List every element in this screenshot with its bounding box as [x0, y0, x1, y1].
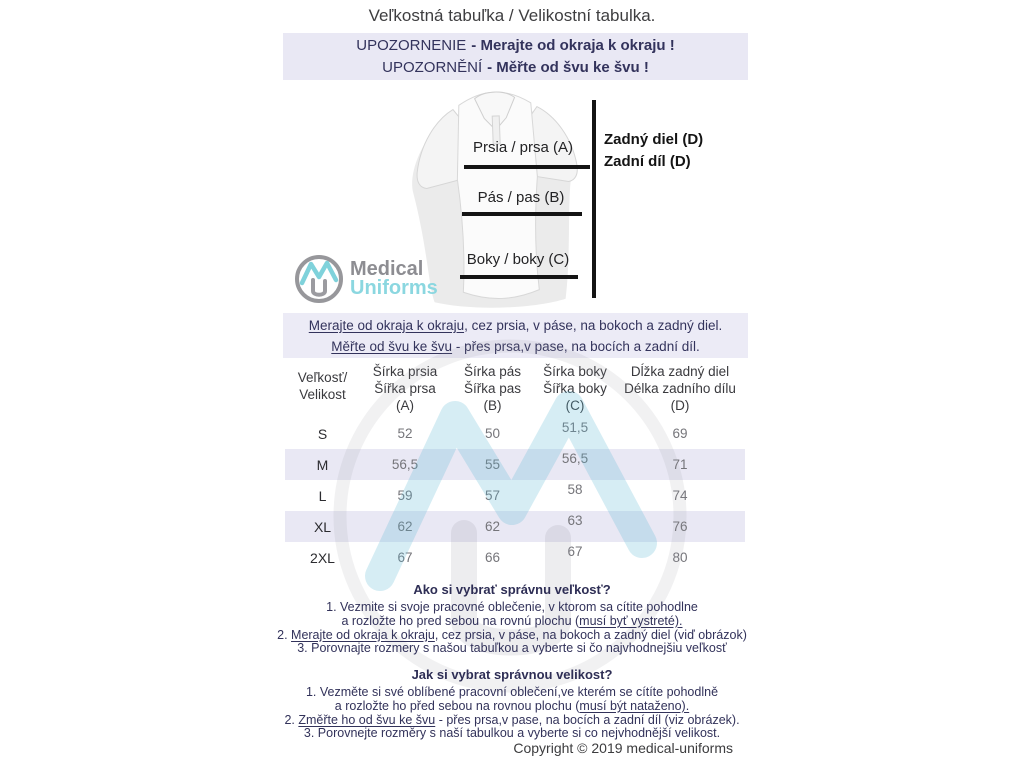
guide-sk: [0, 582, 1024, 656]
label-back-sk: Zadný diel (D): [604, 131, 704, 148]
page-title: Veľkostná tabuľka / Velikostní tabulka.: [368, 6, 656, 25]
guide-sk-line2: a rozložte ho pred sebou na rovnú plochu (musí byť vystreté).: [341, 613, 683, 628]
label-hips: Boky / boky (C): [466, 251, 570, 268]
guide-cz-line4: 3. Porovnejte rozměry s naší tabulkou a vyberte si co nejvhodnější velikost.: [303, 726, 721, 741]
measure-line-back: [592, 100, 596, 298]
warning-line-cz: UPOZORNĚNÍ - Měřte od švu ke švu !: [382, 59, 649, 76]
copyright: Copyright © 2019 medical-uniforms: [513, 740, 733, 756]
guide-cz-line1: 1. Vezměte si své oblíbené pracovní oblečení,ve kterém se cítíte pohodlně: [305, 685, 719, 699]
header-cell-back-length: Dĺžka zadný diel Délka zadního dílu (D): [624, 364, 736, 413]
header-cell-hips: Šírka boky Šířka boky (C): [543, 364, 607, 413]
label-waist: Pás / pas (B): [477, 189, 565, 206]
measure-line-hips: [460, 275, 578, 279]
measure-note: [283, 313, 748, 358]
size-table: [285, 358, 745, 573]
header-cell-waist: Šírka pás Šířka pas (B): [463, 364, 522, 413]
table-row-xl: XL 62 62 63 76: [285, 511, 745, 542]
table-row-s: S 52 50 51,5 69: [317, 420, 688, 442]
brand-logo: [293, 253, 438, 305]
guide-sk-heading: Ako si vybrať správnu veľkosť?: [413, 582, 611, 597]
note-line-sk: Merajte od okraja k okraju, cez prsia, v páse, na bokoch a zadný diel.: [308, 318, 723, 333]
measure-line-waist: [462, 212, 582, 216]
warning-banner: [283, 33, 748, 80]
header-cell-chest: Šírka prsia Šířka prsa (A): [372, 364, 438, 413]
guide-cz-line3: 2. Změřte ho od švu ke švu - přes prsa,v pase, na bocích a zadní díl (viz obrázek).: [284, 712, 740, 727]
table-header: [285, 358, 745, 418]
measure-line-chest: [464, 165, 590, 169]
logo-word-uniforms: Uniforms: [350, 277, 438, 299]
guide-sk-line1: 1. Vezmite si svoje pracovné oblečenie, v ktorom sa cítite pohodlne: [326, 600, 698, 614]
guide-sk-line4: 3. Porovnajte rozmery s našou tabuľkou a vyberte si čo najvhodnejšiu veľkosť: [297, 641, 727, 656]
guide-cz: [0, 667, 1024, 741]
logo-wordmark: [350, 260, 438, 298]
logo-word-medical: Medical: [350, 258, 424, 280]
label-back-cz: Zadní díl (D): [604, 153, 691, 170]
table-row-2xl: 2XL 67 66 67 80: [310, 544, 688, 566]
table-row-m: M 56,5 55 56,5 71: [285, 449, 745, 480]
note-line-cz: Měřte od švu ke švu - přes prsa,v pase, na bocích a zadní díl.: [331, 339, 700, 354]
label-back: [604, 129, 703, 173]
logo-monogram-icon: [293, 253, 345, 305]
guide-sk-line3: 2. Merajte od okraja k okraju, cez prsia, v páse, na bokoch a zadný diel (viď obrázok): [277, 627, 747, 642]
header-cell-size: Veľkosť/ Velikost: [297, 370, 348, 402]
guide-cz-heading: Jak si vybrat správnou velikost?: [411, 667, 613, 682]
warning-line-sk: UPOZORNENIE - Merajte od okraja k okraju !: [356, 37, 675, 54]
guide-cz-line2: a rozložte ho před sebou na rovnou plochu (musí být nataženo).: [334, 698, 690, 713]
label-chest: Prsia / prsa (A): [472, 139, 574, 156]
table-row-l: L 59 57 58 74: [318, 482, 688, 504]
